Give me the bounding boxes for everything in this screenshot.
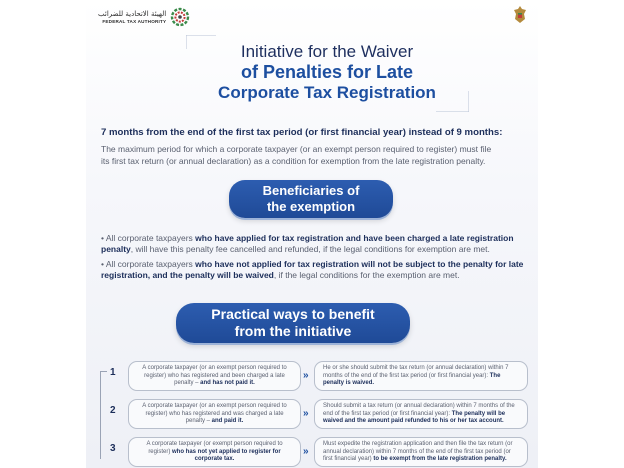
list-item [101, 233, 531, 254]
bullet-2-prefix: • All corporate taxpayers [101, 259, 196, 270]
logo-english-text: FEDERAL TAX AUTHORITY [102, 19, 167, 24]
step-2-action-text: Should submit a tax return (or annual declaration) within 7 months of the end of the first tax period (or first financial year): [323, 403, 515, 417]
uae-falcon-emblem-icon [512, 5, 528, 25]
beneficiaries-line-2: the exemption [266, 199, 356, 214]
step-number: 1 [110, 367, 116, 378]
list-item [101, 259, 531, 280]
step-row [100, 359, 530, 397]
beneficiaries-list [101, 233, 531, 285]
double-chevron-right-icon: » [303, 370, 309, 381]
bullet-1-bold: who have applied for tax registration and have been charged a late registration penalty [101, 233, 514, 254]
double-chevron-right-icon: » [303, 408, 309, 419]
double-chevron-right-icon: » [303, 446, 309, 457]
practical-line-1: Practical ways to benefit [211, 306, 375, 322]
step-number: 2 [110, 405, 116, 416]
step-1-action-bold: The penalty is waived. [323, 372, 501, 386]
bullet-2-bold: who have not applied for tax registration will not be subject to the penalty for late registration, and the penalty will be waived [101, 259, 524, 280]
bullet-1-suffix: , will have this penalty fee cancelled and refunded, if the legal conditions for exemption are met. [130, 243, 490, 254]
step-case-box [128, 399, 301, 429]
practical-line-2: from the initiative [234, 323, 352, 339]
step-action-box [314, 399, 528, 429]
title-line-3: Corporate Tax Registration [218, 83, 436, 102]
bullet-1-prefix: • All corporate taxpayers [101, 233, 196, 243]
step-case-box [128, 361, 301, 391]
step-2-case-text: A corporate taxpayer (or an exempt person required to register) who has registered and was charged a late penalty – [142, 403, 287, 424]
steps-list [100, 359, 530, 468]
fta-logo [98, 6, 190, 28]
fta-emblem-icon [170, 7, 190, 27]
bullet-2-suffix: , if the legal conditions for the exemption are met. [273, 269, 460, 280]
step-3-case-bold: who has not yet applied to register for corporate tax. [171, 448, 281, 462]
step-1-action-text: He or she should submit the tax return (or annual declaration) within 7 months of the end of the first tax period (or first financial year): [323, 365, 509, 379]
practical-ways-banner [176, 303, 410, 343]
page-title [182, 42, 472, 103]
beneficiaries-banner [229, 180, 393, 218]
step-1-case-text: A corporate taxpayer (or an exempt person required to register) who has registered and been charged a late penalty – [142, 365, 287, 386]
title-line-1: Initiative for the Waiver [240, 42, 414, 61]
step-3-case-text: A corporate taxpayer (or exempt person required to register) [146, 441, 283, 455]
step-2-case-bold: and paid it. [211, 418, 244, 424]
subheading: 7 months from the end of the first tax period (or first financial year) instead of 9 months: [101, 127, 503, 138]
step-row [100, 397, 530, 435]
step-3-action-text: Must expedite the registration application and then file the tax return (or annual declaration) within 7 months of the end of the first tax period (or first financial year) [323, 441, 513, 462]
step-1-case-bold: and has not paid it. [200, 380, 255, 386]
logo-arabic-text: الهيئة الاتحادية للضرائب [98, 10, 167, 18]
infographic-page [86, 0, 538, 468]
title-line-2: of Penalties for Late [240, 62, 414, 82]
step-number: 3 [110, 443, 116, 454]
step-action-box [314, 361, 528, 391]
step-row [100, 435, 530, 468]
intro-paragraph: The maximum period for which a corporate taxpayer (or an exempt person required to register) must file its first tax return (or annual declaration) as a condition for exemption from the late registration penalty. [101, 144, 492, 166]
step-3-action-bold: to be exempt from the late registration penalty. [373, 456, 507, 462]
step-action-box [314, 437, 528, 467]
beneficiaries-line-1: Beneficiaries of [262, 183, 360, 198]
step-case-box [128, 437, 301, 467]
step-2-action-bold: The penalty will be waived and the amount paid refunded to his or her tax account. [323, 410, 506, 424]
